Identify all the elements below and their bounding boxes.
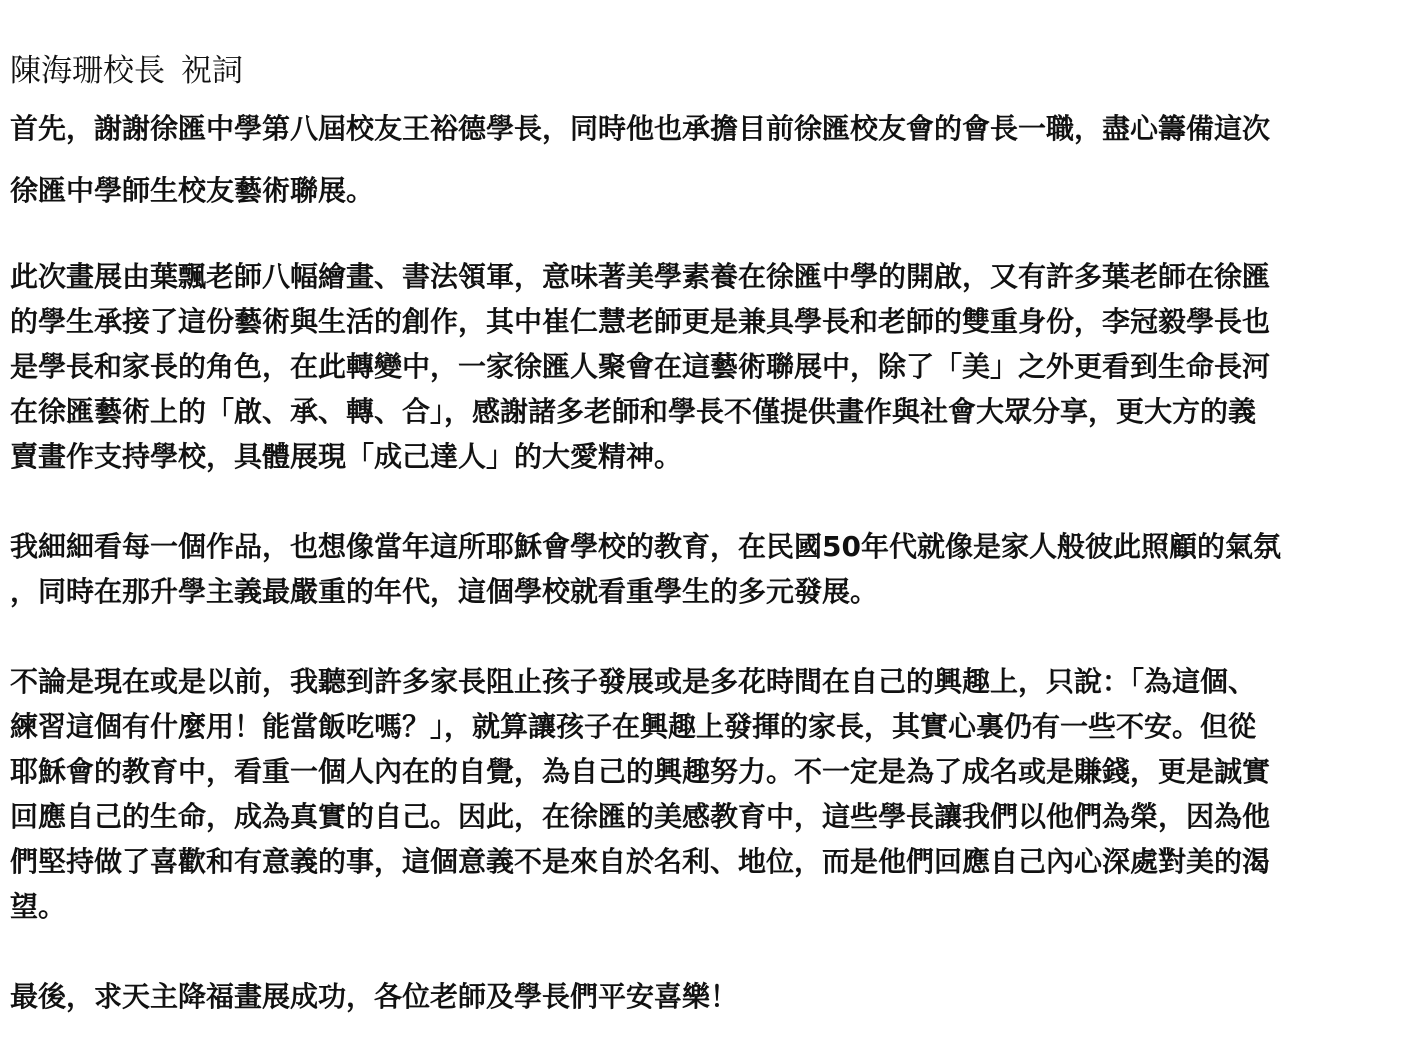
letter-page (10, 44, 1395, 1019)
paragraph-line: 們堅持做了喜歡和有意義的事，這個意義不是來自於名利、地位，而是他們回應自己內心深處對美的渴 (10, 845, 1271, 878)
paragraph-exhibition (10, 254, 1395, 479)
paragraph-line: 不論是現在或是以前，我聽到許多家長阻止孩子發展或是多花時間在自己的興趣上，只說：「為這個、 (10, 665, 1257, 698)
title-name: 陳海珊校長 (10, 53, 165, 89)
paragraph-line: 練習這個有什麼用！能當飯吃嗎？」，就算讓孩子在興趣上發揮的家長，其實心裏仍有一些不安。但從 (10, 710, 1257, 743)
paragraph-line: 首先，謝謝徐匯中學第八屆校友王裕德學長，同時他也承擔目前徐匯校友會的會長一職，盡心籌備這次 (10, 112, 1271, 145)
paragraph-line: 耶穌會的教育中，看重一個人內在的自覺，為自己的興趣努力。不一定是為了成名或是賺錢，更是誠實 (10, 755, 1271, 788)
paragraph-line: 此次畫展由葉飄老師八幅繪畫、書法領軍，意味著美學素養在徐匯中學的開啟，又有許多葉老師在徐匯 (10, 260, 1271, 293)
paragraph-line: 的學生承接了這份藝術與生活的創作，其中崔仁慧老師更是兼具學長和老師的雙重身份，李冠毅學長也 (10, 305, 1271, 338)
paragraph-line: 最後，求天主降福畫展成功，各位老師及學長們平安喜樂！ (10, 980, 739, 1013)
paragraph-line: 賣畫作支持學校，具體展現「成己達人」的大愛精神。 (10, 440, 683, 473)
paragraph-line: ，同時在那升學主義最嚴重的年代，這個學校就看重學生的多元發展。 (10, 575, 879, 608)
paragraph-line: 我細細看每一個作品，也想像當年這所耶穌會學校的教育，在民國50年代就像是家人般彼此照顧的氣氛 (10, 530, 1281, 563)
paragraph-line: 是學長和家長的角色，在此轉變中，一家徐匯人聚會在這藝術聯展中，除了「美」之外更看到生命長河 (10, 350, 1271, 383)
paragraph-line: 在徐匯藝術上的「啟、承、轉、合」，感謝諸多老師和學長不僅提供畫作與社會大眾分享，更大方的義 (10, 395, 1257, 428)
paragraph-history (10, 524, 1395, 614)
paragraph-thanks (10, 98, 1395, 222)
paragraph-line: 徐匯中學師生校友藝術聯展。 (10, 174, 375, 207)
paragraph-blessing (10, 974, 1395, 1019)
paragraph-education (10, 659, 1395, 929)
page-title (10, 44, 1395, 98)
paragraph-line: 回應自己的生命，成為真實的自己。因此，在徐匯的美感教育中，這些學長讓我們以他們為榮，因為他 (10, 800, 1271, 833)
paragraph-line: 望。 (10, 890, 67, 923)
title-label: 祝詞 (181, 53, 243, 89)
